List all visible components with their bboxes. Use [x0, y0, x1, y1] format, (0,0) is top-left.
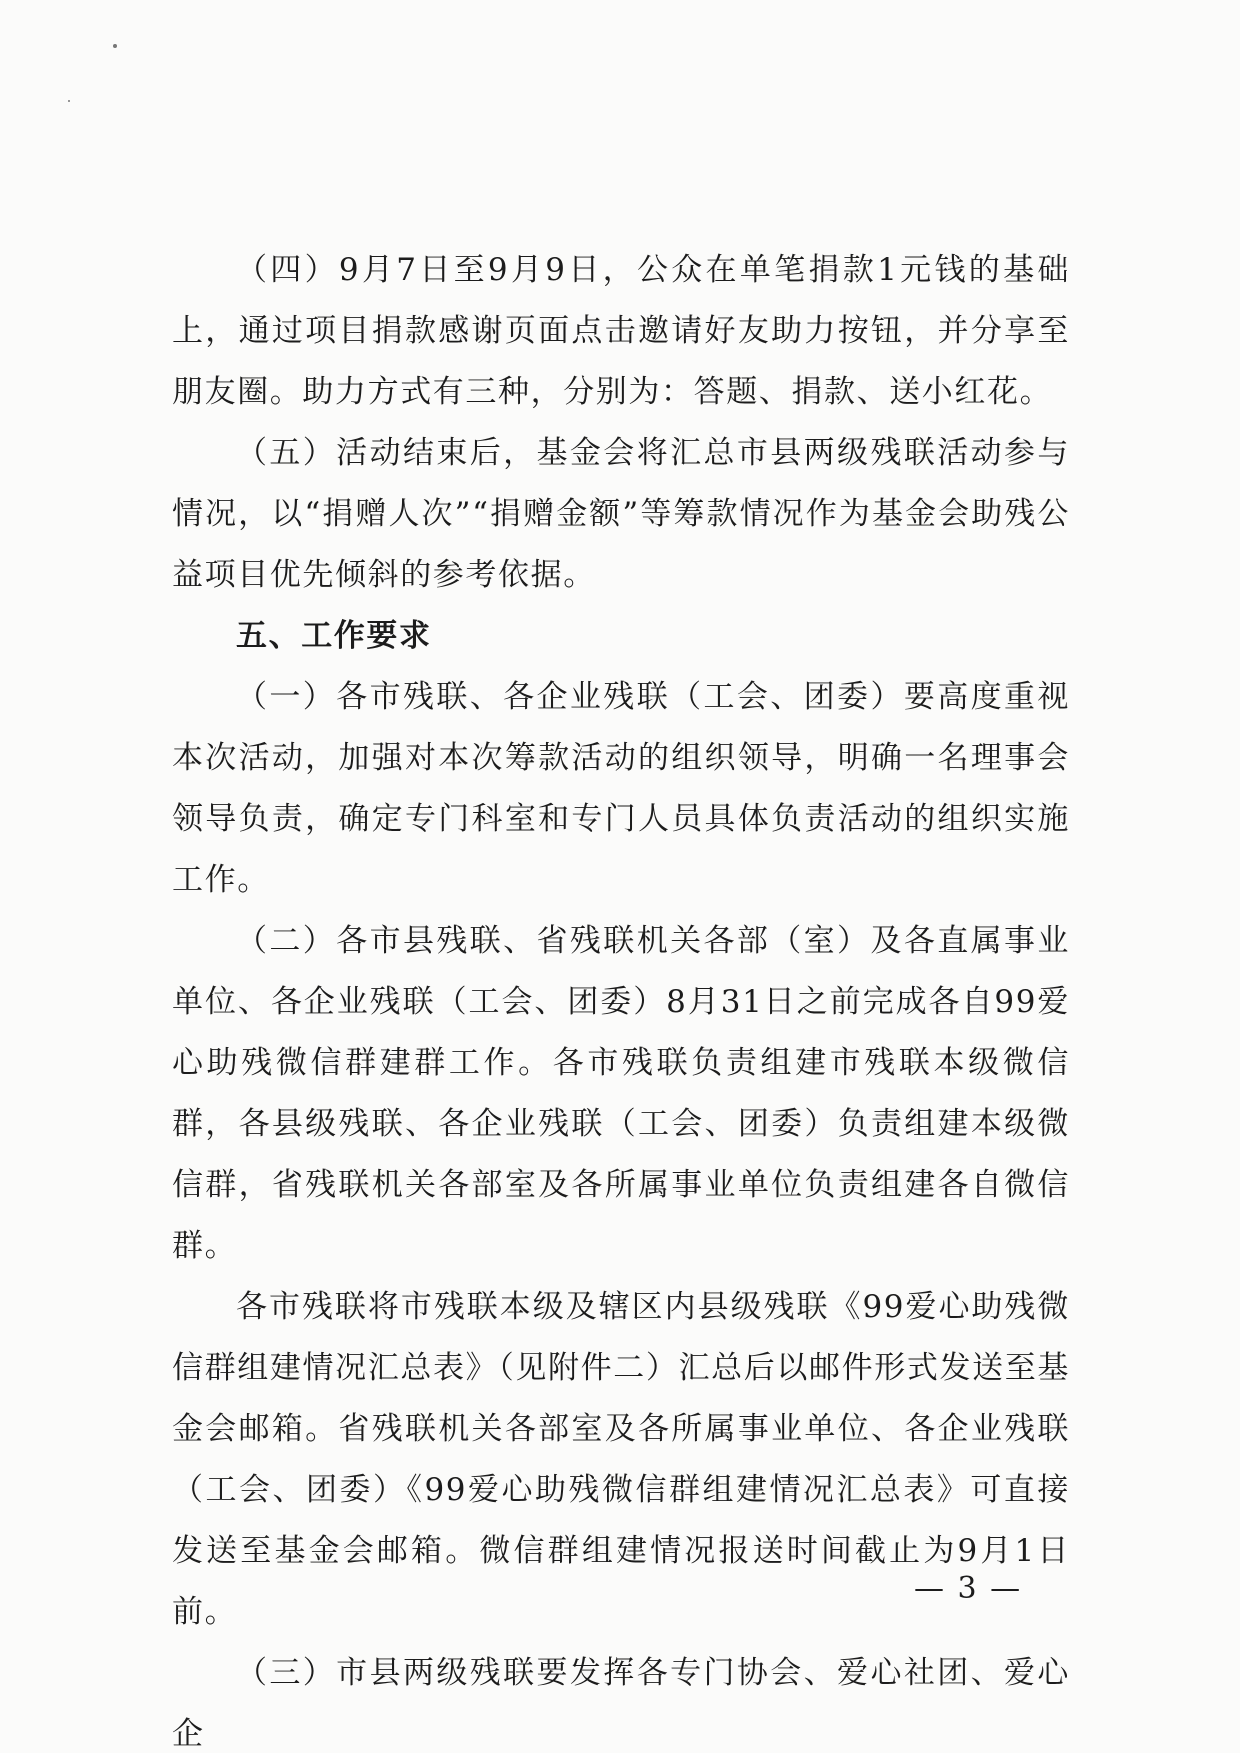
scan-speck	[113, 44, 117, 48]
paragraph-report-instructions: 各市残联将市残联本级及辖区内县级残联《99爱心助残微信群组建情况汇总表》（见附件二）汇总后以邮件形式发送至基金会邮箱。省残联机关各部室及各所属事业单位、各企业残联（工会、团委）《99爱心助残微信群组建情况汇总表》可直接发送至基金会邮箱。微信群组建情况报送时间截止为9月1日前。	[172, 1289, 1070, 1630]
paragraph-item-5: （五）活动结束后，基金会将汇总市县两级残联活动参与情况，以“捐赠人次”“捐赠金额”等筹款情况作为基金会助残公益项目优先倾斜的参考依据。	[172, 435, 1070, 593]
scan-speck	[68, 100, 70, 102]
paragraph-requirement-3: （三）市县两级残联要发挥各专门协会、爱心社团、爱心企	[172, 1655, 1070, 1752]
paragraph-item-4: （四）9月7日至9月9日，公众在单笔捐款1元钱的基础上，通过项目捐款感谢页面点击邀请好友助力按钮，并分享至朋友圈。助力方式有三种，分别为：答题、捐款、送小红花。	[172, 252, 1070, 410]
section-heading: 五、工作要求	[236, 618, 432, 654]
document-body	[172, 240, 1070, 1753]
page-number: — 3 —	[914, 1571, 1023, 1606]
paragraph-requirement-2: （二）各市县残联、省残联机关各部（室）及各直属事业单位、各企业残联（工会、团委）8月31日之前完成各自99爱心助残微信群建群工作。各市残联负责组建市残联本级微信群，各县级残联、各企业残联（工会、团委）负责组建本级微信群，省残联机关各部室及各所属事业单位负责组建各自微信群。	[172, 923, 1070, 1264]
paragraph-requirement-1: （一）各市残联、各企业残联（工会、团委）要高度重视本次活动，加强对本次筹款活动的组织领导，明确一名理事会领导负责，确定专门科室和专门人员具体负责活动的组织实施工作。	[172, 679, 1070, 898]
